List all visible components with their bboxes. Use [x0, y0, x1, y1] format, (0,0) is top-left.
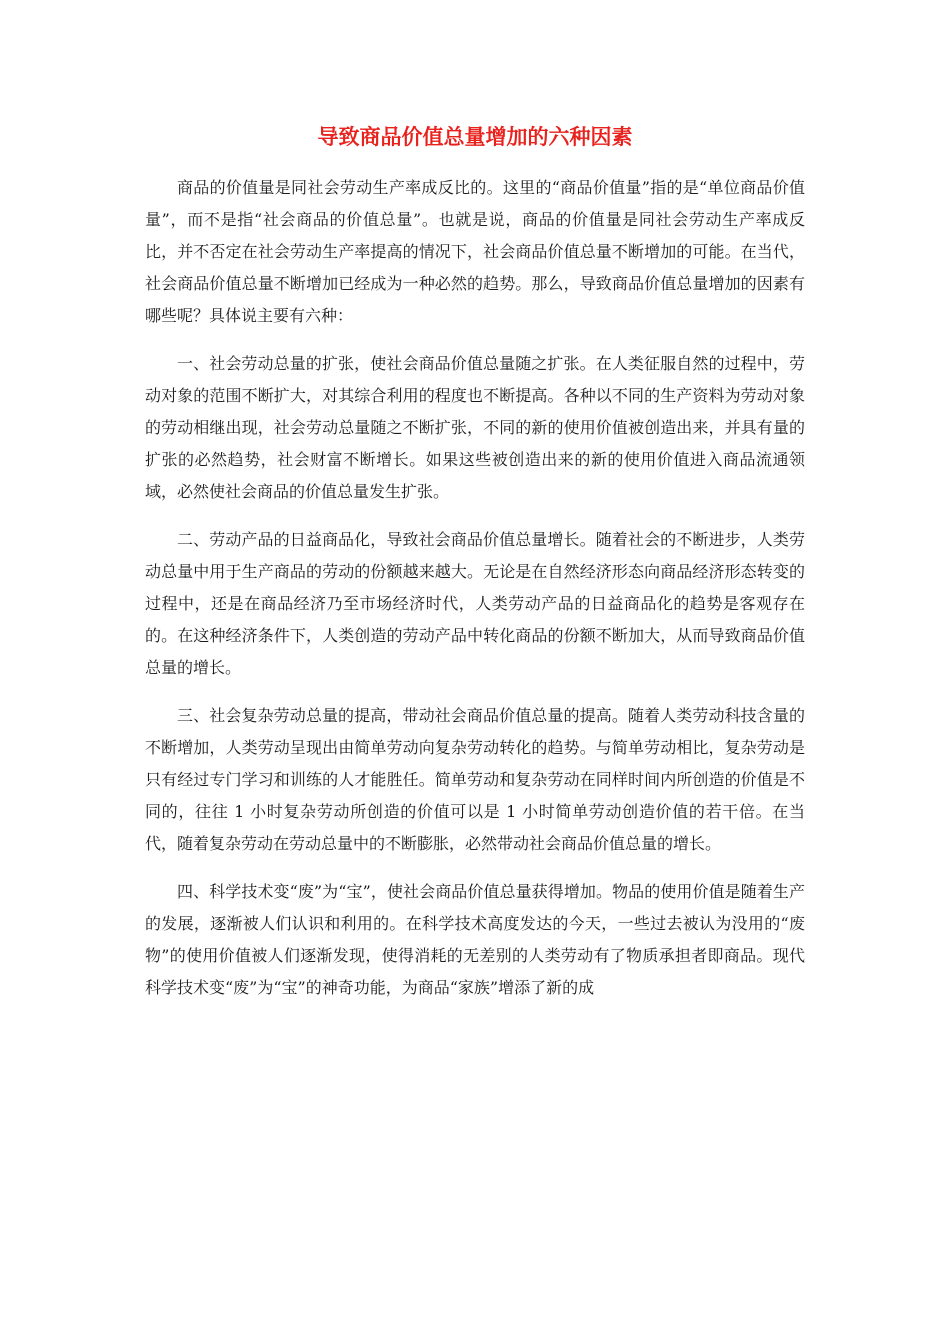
paragraph-intro: 商品的价值量是同社会劳动生产率成反比的。这里的“商品价值量”指的是“单位商品价值量”，而不是指“社会商品的价值总量”。也就是说，商品的价值量是同社会劳动生产率成反比，并不否定在社会劳动生产率提高的情况下，社会商品价值总量不断增加的可能。在当代，社会商品价值总量不断增加已经成为一种必然的趋势。那么，导致商品价值总量增加的因素有哪些呢？具体说主要有六种：: [145, 178, 805, 325]
paragraph-factor-3: 三、社会复杂劳动总量的提高，带动社会商品价值总量的提高。随着人类劳动科技含量的不断增加，人类劳动呈现出由简单劳动向复杂劳动转化的趋势。与简单劳动相比，复杂劳动是只有经过专门学习和训练的人才能胜任。简单劳动和复杂劳动在同样时间内所创造的价值是不同的，往往 1 小时复杂劳动所创造的价值可以是 1 小时简单劳动创造价值的若干倍。在当代，随着复杂劳动在劳动总量中的不断膨胀，必然带动社会商品价值总量的增长。: [145, 706, 805, 853]
paragraph-factor-4: 四、科学技术变“废”为“宝”，使社会商品价值总量获得增加。物品的使用价值是随着生产的发展，逐渐被人们认识和利用的。在科学技术高度发达的今天，一些过去被认为没用的“废物”的使用价值被人们逐渐发现，使得消耗的无差别的人类劳动有了物质承担者即商品。现代科学技术变“废”为“宝”的神奇功能，为商品“家族”增添了新的成: [145, 882, 805, 997]
paragraph-factor-2: 二、劳动产品的日益商品化，导致社会商品价值总量增长。随着社会的不断进步，人类劳动总量中用于生产商品的劳动的份额越来越大。无论是在自然经济形态向商品经济形态转变的过程中，还是在商品经济乃至市场经济时代，人类劳动产品的日益商品化的趋势是客观存在的。在这种经济条件下，人类创造的劳动产品中转化商品的份额不断加大，从而导致商品价值总量的增长。: [145, 530, 805, 677]
document-title: 导致商品价值总量增加的六种因素: [317, 125, 633, 149]
paragraph-factor-1: 一、社会劳动总量的扩张，使社会商品价值总量随之扩张。在人类征服自然的过程中，劳动对象的范围不断扩大，对其综合利用的程度也不断提高。各种以不同的生产资料为劳动对象的劳动相继出现，社会劳动总量随之不断扩张，不同的新的使用价值被创造出来，并具有量的扩张的必然趋势，社会财富不断增长。如果这些被创造出来的新的使用价值进入商品流通领域，必然使社会商品的价值总量发生扩张。: [145, 354, 805, 501]
document-body: [145, 172, 805, 1020]
